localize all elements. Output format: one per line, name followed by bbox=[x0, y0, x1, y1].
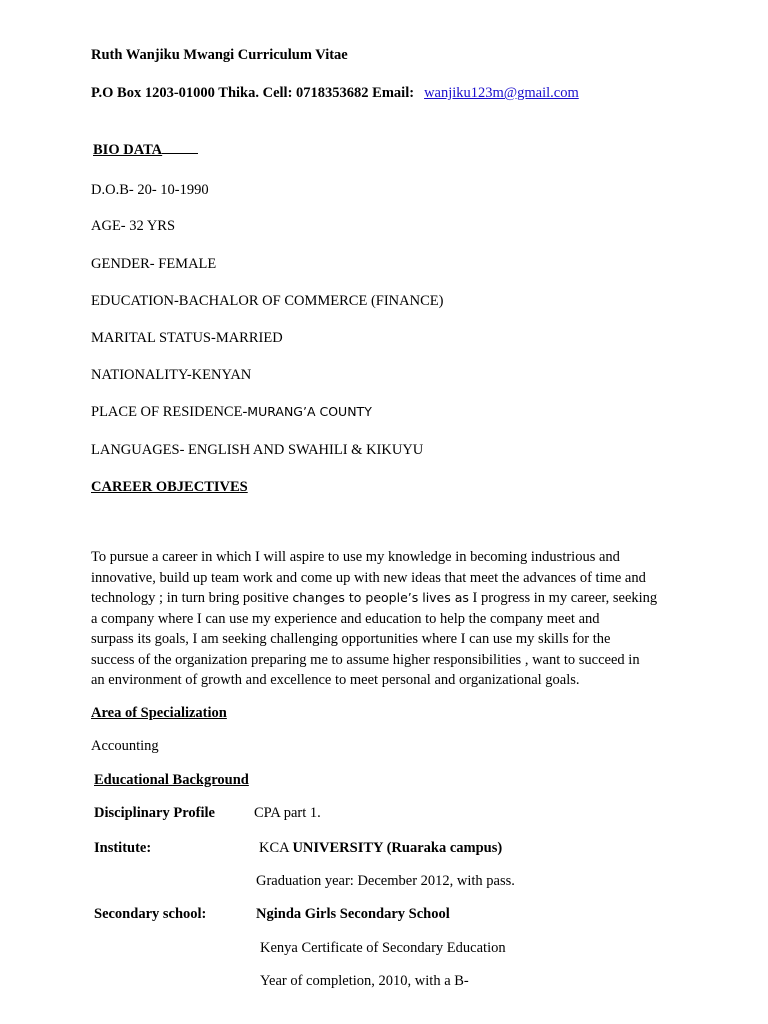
bio-marital-status: MARITAL STATUS-MARRIED bbox=[91, 330, 283, 346]
completion-line: Year of completion, 2010, with a B- bbox=[260, 973, 469, 989]
objective-line: a company where I can use my experience and education to help the company meet and bbox=[91, 610, 600, 627]
objective-line: success of the organization preparing me to assume higher responsibilities , want to succeed in bbox=[91, 651, 640, 668]
objective-line: innovative, build up team work and come up with new ideas that meet the advances of time and bbox=[91, 569, 646, 586]
contact-text: P.O Box 1203-01000 Thika. Cell: 0718353682 Email: bbox=[91, 85, 415, 101]
secondary-school-label: Secondary school: bbox=[94, 906, 207, 922]
specialization-heading: Area of Specialization bbox=[91, 705, 227, 721]
institute-name: UNIVERSITY (Ruaraka campus) bbox=[292, 840, 503, 856]
objective-line bbox=[91, 588, 691, 609]
residence-label: PLACE OF RESIDENCE- bbox=[91, 404, 248, 420]
bio-dob: D.O.B- 20- 10-1990 bbox=[91, 182, 209, 198]
institute-prefix: KCA bbox=[259, 840, 293, 856]
bio-education: EDUCATION-BACHALOR OF COMMERCE (FINANCE) bbox=[91, 293, 444, 309]
objective-line: an environment of growth and excellence to meet personal and organizational goals. bbox=[91, 672, 580, 688]
career-objectives-paragraph bbox=[91, 547, 691, 691]
education-heading: Educational Background bbox=[94, 772, 249, 788]
objective-text-sans: changes to people’s lives as bbox=[292, 590, 469, 605]
bio-data-heading bbox=[93, 141, 198, 159]
cv-title: Ruth Wanjiku Mwangi Curriculum Vitae bbox=[91, 47, 348, 63]
kcse-line: Kenya Certificate of Secondary Education bbox=[260, 940, 506, 956]
contact-line bbox=[91, 84, 579, 102]
graduation-year: Graduation year: December 2012, with pass. bbox=[256, 873, 515, 889]
bio-age: AGE- 32 YRS bbox=[91, 218, 176, 234]
secondary-school-value: Nginda Girls Secondary School bbox=[256, 906, 450, 922]
institute-label: Institute: bbox=[94, 840, 152, 856]
disciplinary-profile-value: CPA part 1. bbox=[254, 805, 321, 821]
objective-line: To pursue a career in which I will aspire to use my knowledge in becoming industrious and bbox=[91, 549, 620, 565]
objective-line: surpass its goals, I am seeking challenging opportunities where I can use my skills for the bbox=[91, 631, 611, 647]
bio-gender: GENDER- FEMALE bbox=[91, 256, 217, 272]
heading-underline-rule bbox=[162, 141, 198, 154]
objective-text: I progress in my career, seeking bbox=[468, 590, 658, 606]
bio-nationality: NATIONALITY-KENYAN bbox=[91, 367, 252, 383]
career-objectives-heading: CAREER OBJECTIVES bbox=[91, 479, 248, 495]
bio-data-title: BIO DATA bbox=[93, 142, 163, 158]
residence-value: MURANG’A COUNTY bbox=[247, 404, 372, 419]
objective-text: technology ; in turn bring positive bbox=[91, 590, 293, 606]
email-link[interactable]: wanjiku123m@gmail.com bbox=[424, 85, 579, 101]
bio-residence bbox=[91, 403, 372, 421]
specialization-value: Accounting bbox=[91, 738, 159, 754]
disciplinary-profile-label: Disciplinary Profile bbox=[94, 805, 215, 821]
institute-value bbox=[259, 839, 502, 857]
bio-languages: LANGUAGES- ENGLISH AND SWAHILI & KIKUYU bbox=[91, 442, 424, 458]
